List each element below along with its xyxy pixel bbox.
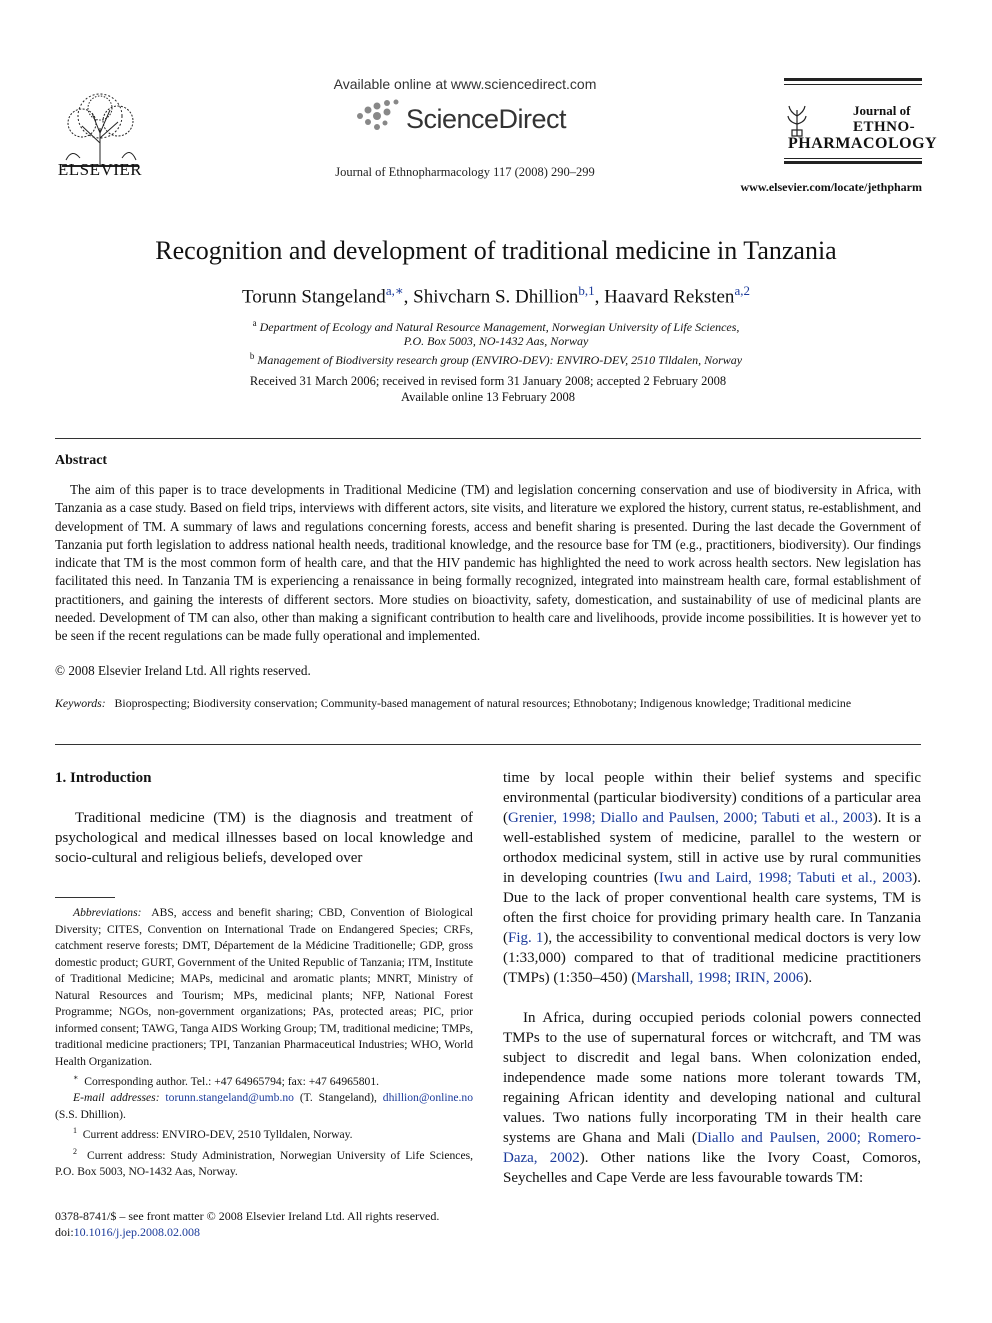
citation-link[interactable]: Iwu and Laird, 1998; Tabuti et al., 2003	[658, 870, 913, 886]
citation-link[interactable]: Diallo and Paulsen, 2000; Romero-Daza, 2002	[503, 1130, 921, 1166]
intro-paragraph-3	[503, 1008, 921, 1188]
footnote-mark: 2	[73, 1146, 77, 1156]
author-separator: ,	[403, 286, 414, 308]
footnote-mark: 1	[73, 1126, 77, 1136]
author-name[interactable]: Shivcharn S. Dhillion	[413, 286, 579, 308]
body-text: ).	[803, 970, 813, 986]
abstract-body: The aim of this paper is to trace developments in Traditional Medicine (TM) and legislation concerning conservation and use of biodiversity in Africa, with Tanzania as a case study. Based on field trips, interviews with different actors, site visits, and literature we explored the history, current status, re-establishment, and development of TM. A summary of laws and regulations concerning forests, access and benefit sharing is presented. During the last decade the Government of Tanzania put forth legislation to address national health needs, traditional knowledge, and the resource base for TM (e.g., practitioners, biodiversity). Our findings indicate that TM is the most common form of health care, and that the HIV pandemic has highlighted the need to work across health sectors. New legislation has facilitated this need. In Tanzania TM is experiencing a renaissance in being formally recognized, integrated into mainstream health care, formal establishment of practitioners, and gaining the interests of different sectors. More studies on bioactivity, safety, domestication, and sustainability of use of medicinal plants are needed. Development of TM can also, other than making a significant contribution to health care and livelihoods, provide income possibilities. It is however yet to be seen if the recent regulations can be made fully operational and implemented.	[55, 482, 921, 644]
email-owner: (T. Stangeland),	[299, 1091, 377, 1105]
section-heading-introduction: 1. Introduction	[55, 770, 152, 786]
author-list	[0, 283, 992, 308]
front-matter	[55, 1208, 485, 1240]
affiliation-text: Department of Ecology and Natural Resource Management, Norwegian University of Life Sciences,	[259, 320, 740, 334]
affiliation-a	[0, 318, 992, 335]
citation-link[interactable]: Grenier, 1998; Diallo and Paulsen, 2000; Tabuti et al., 2003	[508, 810, 873, 826]
received-dates: Received 31 March 2006; received in revised form 31 January 2008; accepted 2 February 2008	[249, 374, 727, 388]
abstract-heading: Abstract	[55, 453, 108, 468]
sciencedirect-wordmark: ScienceDirect	[406, 104, 567, 134]
author-name[interactable]: Torunn Stangeland	[242, 286, 386, 308]
body-text: ). It is a well-established system of medicine, parallel to the western or orthodox medicinal system, still in active use by rural communities in developing countries (	[503, 810, 921, 886]
footnotes	[55, 905, 473, 1181]
author-marks[interactable]: b,1	[578, 283, 595, 298]
journal-logo-line2: ETHNO-	[853, 119, 916, 135]
intro-paragraph-2	[503, 768, 921, 988]
keywords	[55, 695, 921, 712]
corresponding-text: Corresponding author. Tel.: +47 64965794; fax: +47 64965801.	[84, 1074, 380, 1088]
doi-label: doi:	[55, 1225, 74, 1239]
footnote-abbreviations	[55, 905, 473, 1070]
body-text: time by local people within their belief systems and specific environmental (particular biodiversity) conditions of a particular area (	[503, 770, 921, 826]
author-name[interactable]: Haavard Reksten	[604, 286, 735, 308]
keywords-label: Keywords:	[55, 696, 106, 710]
affiliation-text: Management of Biodiversity research group (ENVIRO-DEV): ENVIRO-DEV, 2510 Tlldalen, Norway	[257, 353, 743, 367]
body-text: ). Due to the lack of proper conventional health care systems, TM is often the first choice for providing primary health care. In Tanzania (	[503, 870, 922, 946]
author-marks[interactable]: a,2	[734, 283, 750, 298]
footnote-rule	[55, 897, 115, 898]
body-text: ). Other nations like the Ivory Coast, Comoros, Seychelles and Cape Verde are less favourable towards TM:	[503, 1150, 921, 1186]
journal-plant-icon	[786, 102, 808, 138]
author-separator: ,	[594, 286, 605, 308]
journal-logo-line1: Journal of	[853, 103, 911, 118]
sciencedirect-dots-icon	[352, 96, 412, 136]
email-link[interactable]: torunn.stangeland@umb.no	[165, 1091, 294, 1105]
affiliation-a-line2: P.O. Box 5003, NO-1432 Aas, Norway	[403, 334, 589, 348]
abbreviations-text: ABS, access and benefit sharing; CBD, Convention of Biological Diversity; CITES, Convention on International Trade on Endangered Species; CRFs, catchment reserve forests; DMT, Département de la Médicine Traditionelle; GDP, gross domestic product; GURT, Government of the United Republic of Tanzania; ITM, Institute of Traditional Medicine; MAPs, medicinal and aromatic plants; MNRT, Ministry of Natural Resources and Tourism; MPs, medicinal plants; NFP, National Forest Programme; NGOs, non-government organizations; PAs, protected areas; PIC, prior informed consent; TAWG, Tanga AIDS Working Group; TM, traditional medicine; TMPs, traditional medicine practioners; TPI, Tanzanian Pharmaceutical Industries; WHO, World Health Organization.	[55, 906, 473, 1068]
affiliation-mark: a	[252, 318, 257, 328]
doi-line	[55, 1224, 485, 1240]
journal-logo-line3: PHARMACOLOGY	[788, 135, 938, 152]
footnote-text: Current address: ENVIRO-DEV, 2510 Tylldalen, Norway.	[82, 1128, 353, 1142]
figure-link[interactable]: Fig. 1	[508, 930, 544, 946]
doi-link[interactable]: 10.1016/j.jep.2008.02.008	[73, 1225, 200, 1239]
body-text: In Africa, during occupied periods colonial powers connected TMPs to the use of supernatural forces or witchcraft, and TM was subject to discredit and legal bans. When colonization ended, independence made some nations more tolerant towards TM, regaining African identity and developing national and cultural values. Two nations fully incorporating TM in their health care systems are Ghana and Mali (	[503, 1010, 921, 1146]
section-rule	[55, 744, 921, 745]
journal-logo-rule	[784, 158, 922, 159]
available-online-note[interactable]: Available online at www.sciencedirect.com	[333, 76, 597, 92]
journal-reference: Journal of Ethnopharmacology 117 (2008) 290–299	[335, 165, 595, 179]
footnote-2	[55, 1144, 473, 1181]
citation-link[interactable]: Marshall, 1998; IRIN, 2006	[636, 970, 804, 986]
elsevier-wordmark: ELSEVIER	[57, 160, 143, 179]
issn-line: 0378-8741/$ – see front matter © 2008 Elsevier Ireland Ltd. All rights reserved.	[55, 1209, 440, 1223]
abbreviations-label: Abbreviations:	[73, 906, 142, 919]
author-marks[interactable]: a,∗	[385, 283, 404, 298]
email-owner: (S.S. Dhillion).	[55, 1107, 126, 1121]
affiliation-mark: b	[249, 351, 255, 361]
journal-logo-rule	[784, 161, 922, 164]
intro-paragraph-1: Traditional medicine (TM) is the diagnosis and treatment of psychological and medical illnesses based on local knowledge and socio-cultural and religious beliefs, developed over	[55, 810, 473, 866]
journal-logo-rule	[784, 84, 922, 85]
available-date: Available online 13 February 2008	[400, 390, 576, 404]
body-text: ), the accessibility to conventional medical doctors is very low (1:33,000) compared to that of traditional medicine practitioners (TMPs) (1:350–450) (	[503, 930, 921, 986]
footnote-emails	[55, 1090, 473, 1123]
article-title: Recognition and development of traditional medicine in Tanzania	[155, 236, 837, 265]
affiliation-b	[0, 351, 992, 368]
footnote-1	[55, 1123, 473, 1143]
email-link[interactable]: dhillion@online.no	[382, 1091, 474, 1105]
keywords-list: Bioprospecting; Biodiversity conservation; Community-based management of natural resources; Ethnobotany; Indigenous knowledge; Traditional medicine	[114, 696, 852, 710]
journal-url[interactable]: www.elsevier.com/locate/jethpharm	[740, 180, 922, 194]
journal-logo-rule	[784, 78, 922, 81]
abstract-copyright: © 2008 Elsevier Ireland Ltd. All rights reserved.	[55, 663, 311, 678]
footnote-corresponding	[55, 1070, 473, 1090]
footnote-mark: ∗	[73, 1073, 79, 1082]
email-label: E-mail addresses:	[73, 1091, 160, 1105]
footnote-text: Current address: Study Administration, Norwegian University of Life Sciences, P.O. Box 5003, NO-1432 Aas, Norway.	[55, 1148, 474, 1179]
section-rule	[55, 438, 921, 439]
